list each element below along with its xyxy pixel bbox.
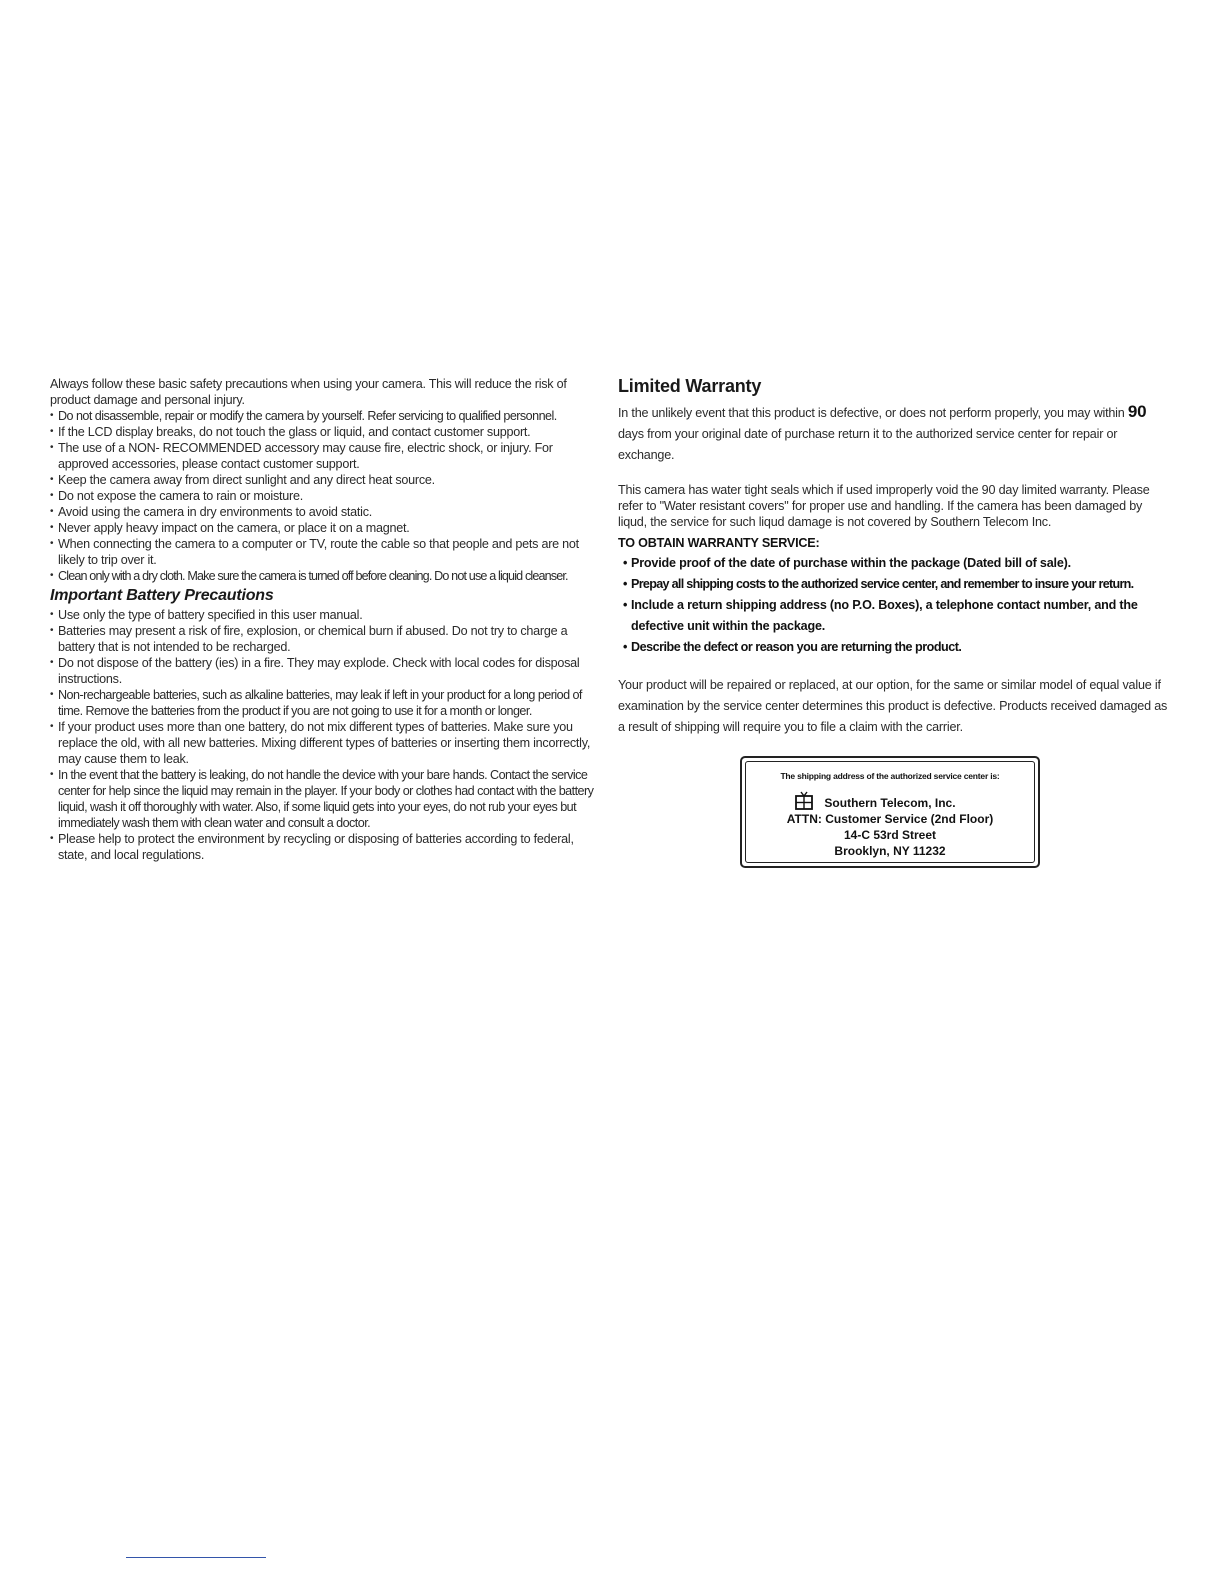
warranty-intro-text-cont: days from your original date of purchase return it to the authorized service center for repair or exchange. [618,427,1118,462]
address-box-header: The shipping address of the authorized service center is: [780,771,1000,781]
address-attn: ATTN: Customer Service (2nd Floor) [786,812,994,826]
warranty-title: Limited Warranty [618,376,762,396]
water-seals-notice: This camera has water tight seals which if used improperly void the 90 day limited warranty. Please refer to "Water resistant covers" for proper use and handling. If the camera has been damaged by liqud, the service for such liqud damage is not covered by Southern Telecom Inc. [618,483,1150,529]
list-item: • Clean only with a dry cloth. Make sure the camera is turned off before cleaning. Do not use a liquid cleanser. [50,568,598,584]
list-item: • Provide proof of the date of purchase within the package (Dated bill of sale). [618,553,1170,574]
address-company: Southern Telecom, Inc. [824,796,956,810]
battery-list [50,607,598,863]
list-item: • Describe the defect or reason you are returning the product. [618,637,1170,658]
battery-precautions-heading: Important Battery Precautions [50,587,274,604]
list-item: • In the event that the battery is leaking, do not handle the device with your bare hands. Contact the service center for help since the liquid may remain in the player. If your body or clothes had contact with the battery liquid, wash it off thoroughly with water. Also, if some liquid gets into your eyes, do not rub your eyes but immediately wash them with clean water and consult a doctor. [50,767,598,831]
address-city: Brooklyn, NY 11232 [834,844,946,858]
list-item: • If the LCD display breaks, do not touch the glass or liquid, and contact customer support. [50,424,598,440]
warranty-intro-text: In the unlikely event that this product is defective, or does not perform properly, you may within [618,406,1125,420]
obtain-warranty-heading: TO OBTAIN WARRANTY SERVICE: [618,536,820,550]
repair-policy: Your product will be repaired or replaced, at our option, for the same or similar model of equal value if examination by the service center determines this product is defective. Products received damaged as a result of shipping will require you to file a claim with the carrier. [618,678,1168,734]
list-item: • Batteries may present a risk of fire, explosion, or chemical burn if abused. Do not try to charge a battery that is not intended to be recharged. [50,623,598,655]
safety-list [50,408,598,584]
address-street: 14-C 53rd Street [843,828,937,842]
list-item: • Prepay all shipping costs to the authorized service center, and remember to insure your return. [618,574,1170,595]
warranty-days: 90 [1127,402,1147,421]
safety-intro: Always follow these basic safety precautions when using your camera. This will reduce the risk of product damage and personal injury. [50,377,567,407]
list-item: • Non-rechargeable batteries, such as alkaline batteries, may leak if left in your product for a long period of time. Remove the batteries from the product if you are not going to use it for a month or longer. [50,687,598,719]
list-item: • Use only the type of battery specified in this user manual. [50,607,598,623]
list-item: • The use of a NON- RECOMMENDED accessory may cause fire, electric shock, or injury. For approved accessories, please contact customer support. [50,440,598,472]
list-item: • Do not expose the camera to rain or moisture. [50,488,598,504]
list-item: • Never apply heavy impact on the camera, or place it on a magnet. [50,520,598,536]
tv-icon [794,791,814,811]
shipping-address-inner [745,761,1035,863]
list-item: • Do not disassemble, repair or modify the camera by yourself. Refer servicing to qualified personnel. [50,408,598,424]
list-item: • Keep the camera away from direct sunlight and any direct heat source. [50,472,598,488]
list-item: • Do not dispose of the battery (ies) in a fire. They may explode. Check with local codes for disposal instructions. [50,655,598,687]
list-item: • Avoid using the camera in dry environments to avoid static. [50,504,598,520]
list-item: • When connecting the camera to a computer or TV, route the cable so that people and pets are not likely to trip over it. [50,536,598,568]
list-item: • Include a return shipping address (no P.O. Boxes), a telephone contact number, and the defective unit within the package. [618,595,1170,637]
warranty-intro [618,401,1170,466]
shipping-address-box [740,756,1040,868]
list-item: • If your product uses more than one battery, do not mix different types of batteries. Make sure you replace the old, with all new batteries. Mixing different types of batteries or inserting them incorrectly, may cause them to leak. [50,719,598,767]
limited-warranty-column [618,375,1170,738]
obtain-warranty-list [618,553,1170,658]
list-item: • Please help to protect the environment by recycling or disposing of batteries according to federal, state, and local regulations. [50,831,598,863]
safety-precautions-column [50,376,598,863]
footer-rule [126,1557,266,1558]
